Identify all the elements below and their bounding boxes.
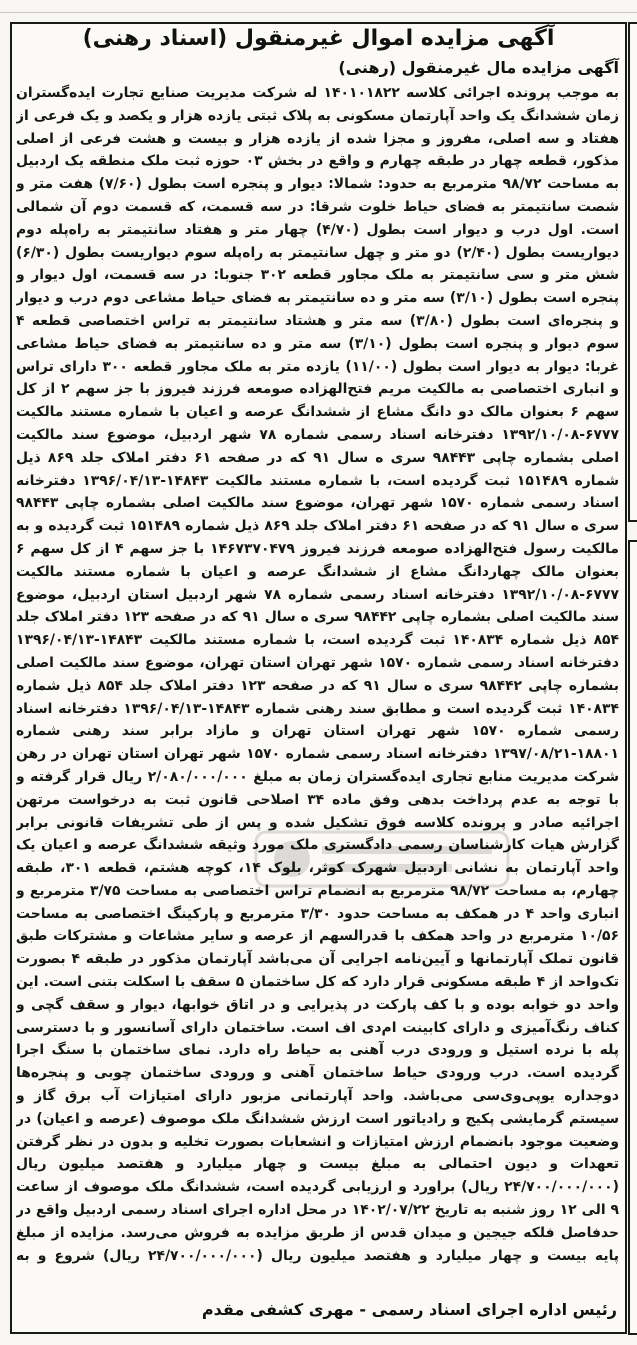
notice-title: آگهی مزایده اموال غیرمنقول (اسناد رهنی) xyxy=(82,26,555,51)
notice-body-text: به موجب پرونده اجرائی کلاسه ۱۴۰۱۰۱۸۲۲ له شرکت مدیریت صنایع تجارت ایده‌گستران زمان ششدانگ یک واحد آپارتمان مسکونی به پلاک ثبتی یازده هزار و یکصد و یک فرعی از هفتاد و سه اصلی، مفروز و مجزا شده از یازده هزار و بیست و هشت فرعی از اصلی مذکور، قطعه چهار در طبقه چهارم و واقع در بخش ۰۳ حوزه ثبت ملک منطقه یک اردبیل به مساحت ۹۸/۷۲ مترمربع به حدود: شمالا: دیوار و پنجره است بطول (۷/۶۰) هفت متر و شصت سانتیمتر به فضای حیاط خلوت شرقا: در سه قسمت، که قسمت دوم آن شمالی است. اول درب و دیوار است بطول (۴/۷۰) چهار متر و هفتاد سانتیمتر به راه‌پله دوم دیواریست بطول (۲/۴۰) دو متر و چهل سانتیمتر به راه‌پله سوم دیواریست بطول (۶/۳۰) شش متر و سی سانتیمتر به ملک مجاور قطعه ۳۰۲ جنوبا: در سه قسمت، اول دیوار و پنجره است بطول (۳/۱۰) سه متر و ده سانتیمتر به فضای حیاط مشاعی دوم درب و دیوار و پنجره‌ای است بطول (۳/۸۰) سه متر و هشتاد سانتیمتر به تراس اختصاصی قطعه ۴ سوم دیوار و پنجره است بطول (۳/۱۰) سه متر و ده سانتیمتر به فضای حیاط مشاعی غربا: دیوار به دیوار است بطول (۱۱/۰۰) یازده متر به ملک مجاور قطعه ۳۰۰ دارای تراس و انباری اختصاصی به مالکیت مریم فتح‌الهزاده صومعه فرزند فیروز با جز سهم ۲ از کل سهم ۶ بعنوان مالک دو دانگ مشاع از ششدانگ عرصه و اعیان با شماره مستند مالکیت ۶۷۷۷-۱۳۹۲/۱۰/۰۸ دفترخانه اسناد رسمی شماره ۷۸ شهر اردبیل، موضوع سند مالکیت اصلی بشماره چاپی ۹۸۴۴۳ سری ه سال ۹۱ که در صفحه ۶۱ دفتر املاک جلد ۸۶۹ ذیل شماره ۱۵۱۴۸۹ ثبت گردیده است، با شماره مستند مالکیت ۱۴۸۴۳-۱۳۹۶/۰۴/۱۳ دفترخانه اسناد رسمی شماره ۱۵۷۰ شهر تهران، موضوع سند مالکیت اصلی بشماره چاپی ۹۸۴۴۳ سری ه سال ۹۱ که در صفحه ۶۱ دفتر املاک جلد ۸۶۹ ذیل شماره ۱۵۱۴۸۹ ثبت گردیده و به مالکیت رسول فتح‌الهزاده صومعه فرزند فیروز ۱۴۶۷۳۷۰۴۷۹ با جز سهم ۴ از کل سهم ۶ بعنوان مالک چهاردانگ مشاع از ششدانگ عرصه و اعیان با شماره مستند مالکیت ۶۷۷۷-۱۳۹۲/۱۰/۰۸ دفترخانه اسناد رسمی شماره ۷۸ شهر اردبیل استان اردبیل، موضوع سند مالکیت اصلی بشماره چاپی ۹۸۴۴۲ سری ه سال ۹۱ که در صفحه ۱۲۳ دفتر املاک جلد ۸۵۴ ذیل شماره ۱۴۰۸۳۴ ثبت گردیده است، با شماره مستند مالکیت ۱۴۸۴۳-۱۳۹۶/۰۴/۱۳ دفترخانه اسناد رسمی شماره ۱۵۷۰ شهر تهران استان تهران، موضوع سند مالکیت اصلی بشماره چاپی ۹۸۴۴۲ سری ه سال ۹۱ که در صفحه ۱۲۳ دفتر املاک جلد ۸۵۴ ذیل شماره ۱۴۰۸۳۴ ثبت گردیده است و مطابق سند رهنی شماره ۱۴۸۴۳-۱۳۹۶/۰۴/۱۳ دفترخانه اسناد رسمی شماره ۱۵۷۰ شهر تهران استان تهران و مازاد برابر سند رهنی شماره ۱۸۸۰۱-۱۳۹۷/۰۸/۲۱ دفترخانه اسناد رسمی شماره ۱۵۷۰ شهر تهران استان تهران در رهن شرکت مدیریت منابع تجاری ایده‌گستران زمان به مبلغ ۲/۰۸۰/۰۰۰/۰۰۰ ریال قرار گرفته و با توجه به عدم پرداخت بدهی وفق ماده ۳۴ اصلاحی قانون ثبت به درخواست مرتهن اجرائیه صادر و پرونده کلاسه فوق تشکیل شده و پس از طی تشریفات قانونی برابر گزارش هیات کارشناسان رسمی دادگستری ملک مورد وثیقه ششدانگ عرصه و اعیان یک واحد آپارتمان به نشانی اردبیل شهرک کوثر، بلوک ۱۴، کوچه هشتم، قطعه ۳۰۱، طبقه چهارم، به مساحت ۹۸/۷۲ مترمربع به انضمام تراس اختصاصی به مساحت ۳/۷۵ مترمربع و انباری واحد ۴ در همکف به مساحت حدود ۳/۳۰ مترمربع و پارکینگ اختصاصی به مساحت ۱۰/۵۶ مترمربع در واحد همکف با قدرالسهم از عرصه و سایر مشاعات و مشترکات طبق قانون تملک آپارتمانها و آیین‌نامه اجرایی آن می‌باشد آپارتمان مذکور در طبقه ۴ بصورت تک‌واحد از ۴ طبقه مسکونی قرار دارد که کل ساختمان ۵ سقف با اسکلت بتنی است. این واحد دو خوابه بوده و با کف پارکت در پذیرایی و در اتاق خوابها، دیوار و سقف گچی و کناف رنگ‌آمیزی و دارای کابینت ام‌دی اف است. ساختمان دارای آسانسور و با دسترسی پله با نرده استیل و ورودی درب آهنی به حیاط راه دارد. نمای ساختمان با سنگ اجرا گردیده است. درب ورودی حیاط ساختمان آهنی و ورودی ساختمان چوبی و پنجره‌ها دوجداره یوپی‌وی‌سی می‌باشد. واحد آپارتمانی مزبور دارای امتیازات آب برق گاز و سیستم گرمایشی پکیج و رادیاتور است ارزش ششدانگ ملک موصوف (عرصه و اعیان) در وضعیت موجود بانضمام ارزش امتیازات و انشعابات بصورت تخلیه و بدون در نظر گرفتن تعهدات و دیون احتمالی به مبلغ بیست و چهار میلیارد و هفتصد میلیون ریال (۲۴/۷۰۰/۰۰۰/۰۰۰ ریال) براورد و ارزیابی گردیده است، ششدانگ ملک موصوف از ساعت ۹ الی ۱۲ روز شنبه به تاریخ ۱۴۰۲/۰۷/۲۲ در محل اداره اجرای اسناد رسمی اردبیل واقع در حدفاصل فلکه جیجین و میدان قدس از طریق مزایده به فروش می‌رسد. مزایده از مبلغ پایه بیست و چهار میلیارد و هفتصد میلیون ریال (۲۴/۷۰۰/۰۰۰/۰۰۰ ریال) شروع و به xyxy=(16,85,619,1264)
page-top-rule xyxy=(0,12,637,13)
auction-notice-box xyxy=(10,22,627,1334)
adjacent-column-edge-top xyxy=(628,22,637,522)
adjacent-column-edge-bottom xyxy=(628,540,637,1335)
notice-subtitle: آگهی مزایده مال غیرمنقول (رهنی) xyxy=(338,58,619,77)
notice-signature: رئیس اداره اجرای اسناد رسمی - مهری کشفی مقدم xyxy=(201,1300,617,1319)
